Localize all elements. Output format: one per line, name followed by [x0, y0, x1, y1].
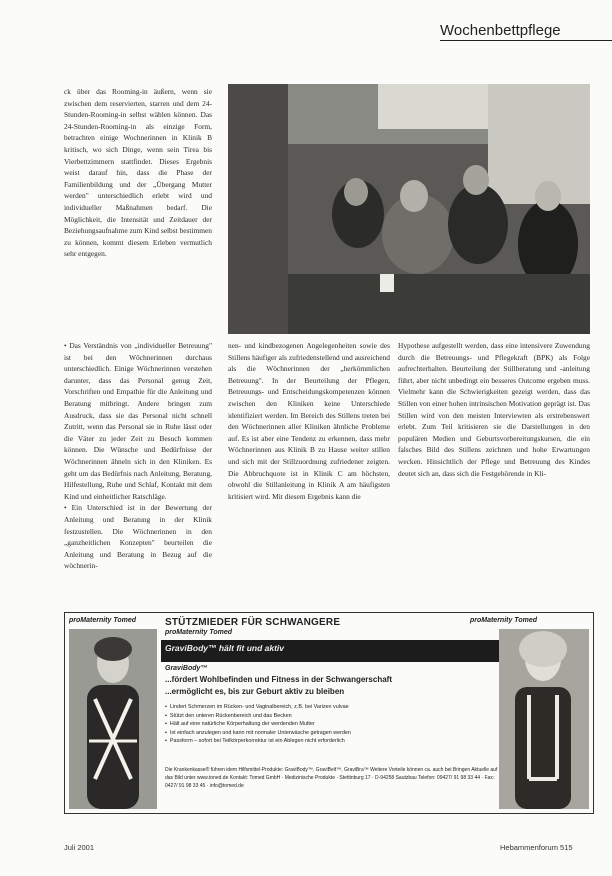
ad-bullet: ▪ Passform – sofort bei Teilkörperkorrektur ist ein Ablegen nicht erforderlich — [165, 737, 499, 746]
column-3-text: Hypothese aufgestellt werden, dass eine intensivere Zuwendung durch die Betreuungs- und Pflegekraft (BPK) als Folge aufrechterhalten. Beurteilung der Stillberatung und -anleitung führt, aber nicht unbedingt ein besseres Outcome ergeben muss. Vielmehr kann die Schwierigkeiten gezeigt werden, dass das Stillen von einer hohen intrinsischen Motivation geprägt ist. Das Stillen wird von den meisten Interviewten als erstrebenswert erlebt. Zum Teil kritisieren sie die Darstellungen in den populären Medien und Geburtsvorbereitungskursen, die ein falsches Bild des Stillens zeichnen und hohe Erwartungen wecken. Hinsichtlich der Pflege und Betreuung des Kindes deutet sich an, dass sich die Festgehörende in Kli- — [398, 341, 590, 478]
column-3 — [398, 340, 590, 479]
ad-side-label-left: proMaternity Tomed — [69, 617, 137, 624]
ad-brand: proMaternity Tomed — [165, 629, 233, 636]
column-2-text: nen- und kindbezogenen Angelegenheiten sowie des Stillens häufiger als zufriedenstellend und ausreichend als die Wöchnerinnen der „herkömmlichen Betreuung". In der Beurteilung der Pflegen, Betreuungs- und Entscheidungskompetenzen können zwischen den Kliniken keine Unterschiede identifiziert werden. Im Bereich des Stillens treten bei den Wöchnerinnen aller Kliniken ähnliche Probleme auf. Es ist aber eine Tendenz zu erkennen, dass mehr Wöchnerinnen aus Klinik B zu Hause weiter stillen und sich mit der Stillzuordnung zufriedener zeigten. Die Abbruchquote ist in Klinik C am höchsten, obwohl die Stillanleitung in Klinik A am häufigsten kritisiert wird. Mit diesem Ergebnis kann die — [228, 341, 390, 501]
ad-bullet: ▪ Lindert Schmerzen im Rücken- und Vaginalbereich, z.B. bei Varizen vulvae — [165, 703, 499, 712]
column-1-top — [64, 86, 212, 260]
column-1-top-text: ck über das Rooming-in äußern, wenn sie zwischen dem reservierten, starren und dem 24-Stunden-Rooming-in selbst wählen können. Das 24-Stunden-Rooming-in als einzige Form, betrachten einige Wochnerinnen in Klinik B kritisch, wo sich Dinge, wenn sein Tirea bis Vierbettzimmern stattfindet. Dieses Ergebnis weist darauf hin, dass die Phase der Familienbildung und der „Übergang Mutter werden" unterschiedlich erlebt wird und individueller Maßnahmen bedarf. Die Möglichkeit, die Intensität und Zeitdauer der Beziehungsaufnahme zum Kind selbst bestimmen zu können, kommt diesem Erleben vermutlich sehr entgegen. — [64, 87, 212, 259]
ad-benefit-2: ...ermöglicht es, bis zur Geburt aktiv zu bleiben — [165, 687, 345, 696]
ad-side-label-right: proMaternity Tomed — [469, 617, 537, 624]
article-photo — [228, 84, 590, 334]
ad-bullet: ▪ Ist einfach anzulegen und kann mit normaler Unterwäsche getragen werden — [165, 729, 499, 738]
ad-fine-print: Die Krankenkasse® führen idem Hilfsmittel-Produkte: GraviBody™, GraviBelt™, GraviBra™ Weitere Vorteile können ca. auch bei Bringen Aktuelle auf das Bild unter www.toned.de Kontakt: Tomed GmbH · Medizinische Produkte · Stettinburg 17 · D-94258 Sautzbau Telefon: 09427/ 91 98 33 44 · Fax: 0427/ 91 98 33 45 · info@tomed.de — [165, 767, 498, 789]
footer-date: Juli 2001 — [64, 843, 95, 852]
section-title: Wochenbettpflege — [440, 22, 561, 39]
ad-bullet: ▪ Stützt den unteren Rückenbereich und das Becken — [165, 712, 499, 721]
photo-women-sitting-outdoors — [228, 84, 590, 334]
column-1-bottom — [64, 340, 212, 572]
ad-tagline: GraviBody™ hält fit und aktiv — [165, 643, 285, 653]
ad-headline: STÜTZMIEDER FÜR SCHWANGERE — [165, 617, 341, 628]
ad-bullet: ▪ Hält auf eine natürliche Körperhaltung der werdenden Mutter — [165, 720, 499, 729]
footer-page: Hebammenforum 515 — [500, 843, 573, 852]
header-rule — [440, 40, 612, 41]
column-2 — [228, 340, 390, 502]
running-header — [440, 22, 612, 46]
ad-product-name: GraviBody™ — [165, 665, 208, 672]
column-1-paragraph-1: • Das Verständnis von „individueller Betreuung" ist bei den Wöchnerinnen durchaus unterschiedlich. Einige Wöchnerinnen verstehen darunter, dass das Personal genug Zeit, Vorschriften und Empathie für die Anleitung und Beratung mitbringt. Andere bringen zum Ausdruck, dass sie das Personal nicht schnell Zutritt, wenn das Personal sie in Ruhe lässt oder die Väter zu jeder Zeit zu Besuch kommen können. Die Wünsche und Bedürfnisse der Wöchnerinnen ähneln sich in den Kliniken. Es geht um das Bedürfnis nach Anleitung, Beratung, Hilfestellung, Ruhe und Schlaf, Kontakt mit dem Kind und einheitlicher Ratschläge. — [64, 341, 212, 501]
column-1-paragraph-2: • Ein Unterschied ist in der Bewertung der Anleitung und Beratung in der Klinik festzustellen. Die Wöchnerinnen in den „ganzheitlichen Konzepten" beurteilen die Anleitung und Beratung in Bezug auf die wöchnerin- — [64, 503, 212, 571]
ad-photo-right-woman — [499, 629, 589, 809]
ad-bullet-list — [165, 703, 499, 746]
ad-photo-left-woman — [69, 629, 157, 809]
advertisement-box — [64, 612, 594, 814]
ad-benefit-1: ...fördert Wohlbefinden und Fitness in der Schwangerschaft — [165, 675, 392, 684]
